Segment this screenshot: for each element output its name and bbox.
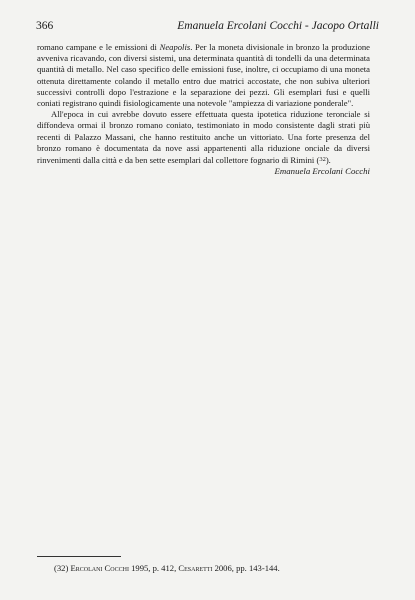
footnote-32 xyxy=(54,563,374,574)
footnote-text-mid: 1995, p. 412, xyxy=(128,563,179,573)
footnote-number: (32) xyxy=(54,563,69,573)
page-header xyxy=(36,20,379,34)
footnote-divider xyxy=(37,556,121,557)
italic-term: Neapolis xyxy=(159,42,191,52)
footnote-author-1: Ercolani Cocchi xyxy=(70,563,129,573)
paragraph-1-text-b: . Per la moneta divisionale in bronzo la produzione avveniva ricavando, con diversi sistemi, una determinata quantità di tondelli da una determinata quantità di metallo. Nel caso specifico delle emissioni fuse, inoltre, ci occupiamo di una moneta ottenuta direttamente colando il metallo entro due matrici accostate, che non subiva ulteriori successivi controlli dopo l'estrazione e la separazione dei pezzi. Gli esemplari fusi e quelli coniati registrano quindi fisiologicamente una notevole "ampiezza di variazione ponderale". xyxy=(37,42,370,109)
paragraph-1 xyxy=(37,42,370,109)
author-signature: Emanuela Ercolani Cocchi xyxy=(274,166,370,177)
paragraph-2 xyxy=(37,109,370,166)
paragraph-2-text: All'epoca in cui avrebbe dovuto essere effettuata questa ipotetica riduzione teronciale si diffondeva ormai il bronzo romano coniato, testimoniato in modo consistente dagli strati più recenti di Palazzo Massani, che hanno restituito anche un vittoriato. Una forte presenza del bronzo romano è documentata da nove assi appartenenti alla riduzione onciale da diversi rinvenimenti dalla città e da ben sette esemplari dal collettore fognario di Rimini ( xyxy=(37,109,370,166)
page-number: 366 xyxy=(36,20,54,32)
running-head: Emanuela Ercolani Cocchi - Jacopo Ortalli xyxy=(177,20,379,32)
footnote-reference: 32 xyxy=(319,156,326,164)
paragraph-1-text-a: romano campane e le emissioni di xyxy=(37,42,160,52)
footnote-text-tail: 2006, pp. 143-144. xyxy=(212,563,280,573)
body-text xyxy=(37,42,370,177)
paragraph-2-end: ). xyxy=(325,155,331,166)
footnote-author-2: Cesaretti xyxy=(178,563,213,573)
